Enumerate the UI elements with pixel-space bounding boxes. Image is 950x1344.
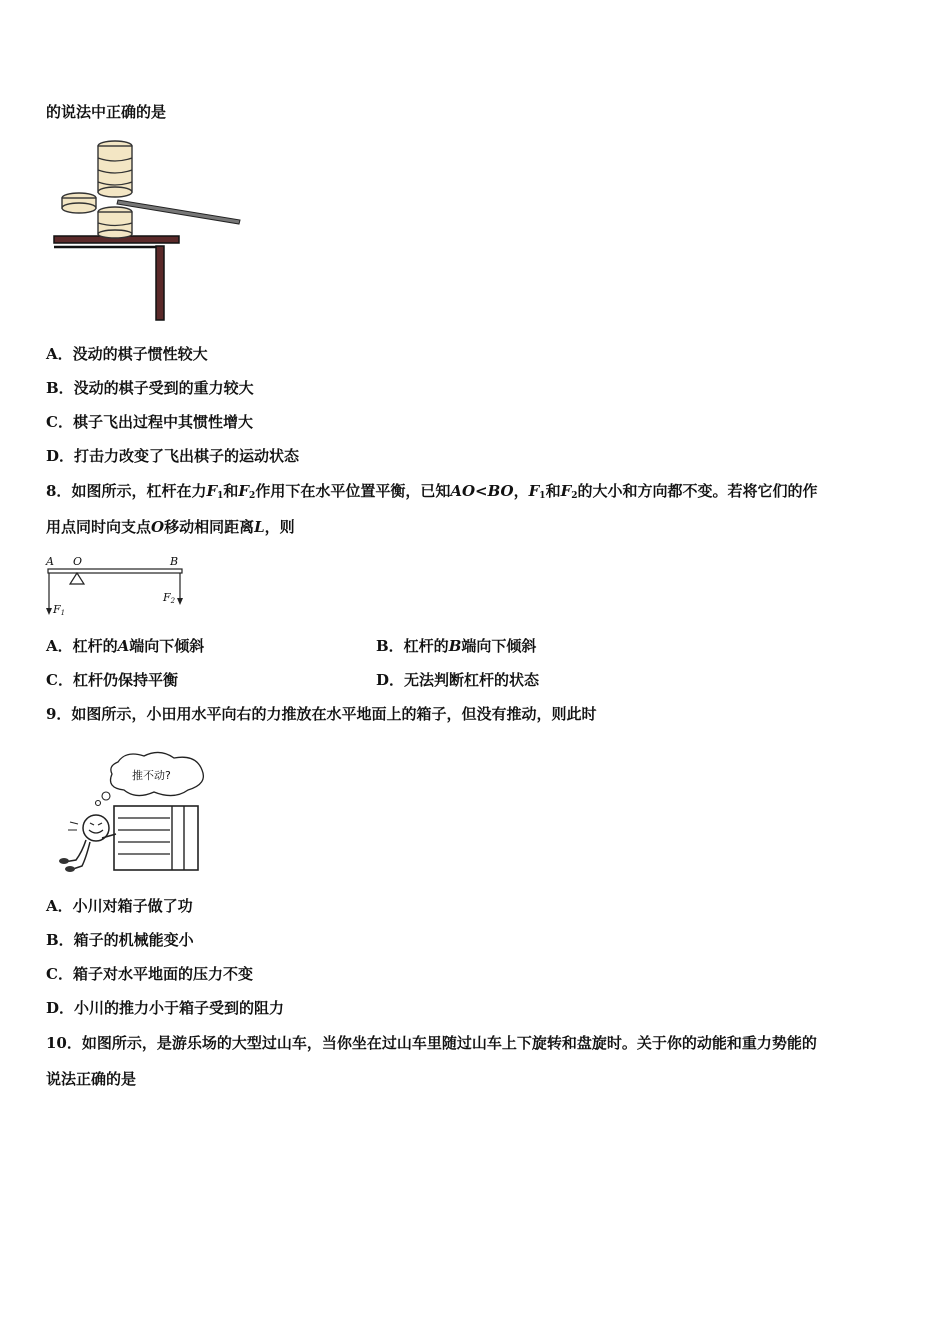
q9-option-a: A．小川对箱子做了功: [46, 897, 193, 915]
q8-sub-2: 2: [571, 491, 578, 501]
q8-text: 的大小和方向都不变。若将它们的作: [577, 482, 818, 500]
q8-option-a: A．杠杆的A端向下倾斜: [46, 637, 205, 655]
q8-number: 8．: [46, 482, 72, 500]
q7-option-d: D．打击力改变了飞出棋子的运动状态: [46, 447, 300, 465]
q8-var-F1: F: [206, 482, 218, 500]
q7-option-b: B．没动的棋子受到的重力较大: [46, 379, 254, 397]
q8-sub-1: 1: [539, 491, 546, 501]
q8-text: ，则: [264, 518, 295, 536]
q8-text: 和: [223, 482, 239, 500]
label-B: B: [170, 555, 179, 568]
q8-text: 作用下在水平位置平衡，已知: [255, 482, 451, 500]
q7-option-a: A．没动的棋子惯性较大: [46, 345, 208, 363]
q8-option-d: D．无法判断杠杆的状态: [376, 671, 540, 689]
q8-text: 移动相同距离: [164, 518, 255, 536]
q8-var-O: O: [151, 518, 165, 536]
q8-sub-2: 2: [249, 491, 256, 501]
thought-bubble-text: 推不动?: [132, 769, 171, 782]
q8-option-c: C．杠杆仍保持平衡: [46, 671, 178, 689]
q8-var-F1: F: [528, 482, 540, 500]
q8-text: ，: [513, 482, 529, 500]
q9-stem: 9．如图所示，小田用水平向右的力推放在水平地面上的箱子，但没有推动，则此时: [46, 705, 597, 723]
q9-push-box-figure: [56, 750, 216, 875]
q9-option-d: D．小川的推力小于箱子受到的阻力: [46, 999, 285, 1017]
label-O: O: [73, 555, 83, 568]
q9-option-b: B．箱子的机械能变小: [46, 931, 194, 949]
q8-text: 和: [545, 482, 561, 500]
label-F2: F2: [163, 591, 176, 605]
q8-option-b: B．杠杆的B端向下倾斜: [376, 637, 537, 655]
label-F1: F1: [53, 603, 66, 617]
q8-var-F2: F: [560, 482, 572, 500]
q9-option-c: C．箱子对水平地面的压力不变: [46, 965, 253, 983]
label-A: A: [46, 555, 54, 568]
q8-text: 用点同时向支点: [46, 518, 152, 536]
q8-lever-figure: [40, 553, 200, 623]
q10-stem-line1: 10．如图所示，是游乐场的大型过山车，当你坐在过山车里随过山车上下旋转和盘旋时。关于你的动能和重力势能的: [46, 1034, 817, 1052]
q8-var-L: L: [254, 518, 265, 536]
q8-stem-line2: [46, 517, 295, 537]
q7-checkers-figure: [52, 138, 247, 323]
q8-condition: AO<BO: [450, 482, 514, 500]
q10-stem-line2: 说法正确的是: [46, 1070, 137, 1088]
q8-sub-1: 1: [217, 491, 224, 501]
q7-stem-tail: 的说法中正确的是: [46, 103, 167, 121]
q8-var-F2: F: [238, 482, 250, 500]
q8-stem-line1: [46, 481, 818, 506]
q8-text: 如图所示，杠杆在力: [71, 482, 207, 500]
q7-option-c: C．棋子飞出过程中其惯性增大: [46, 413, 253, 431]
